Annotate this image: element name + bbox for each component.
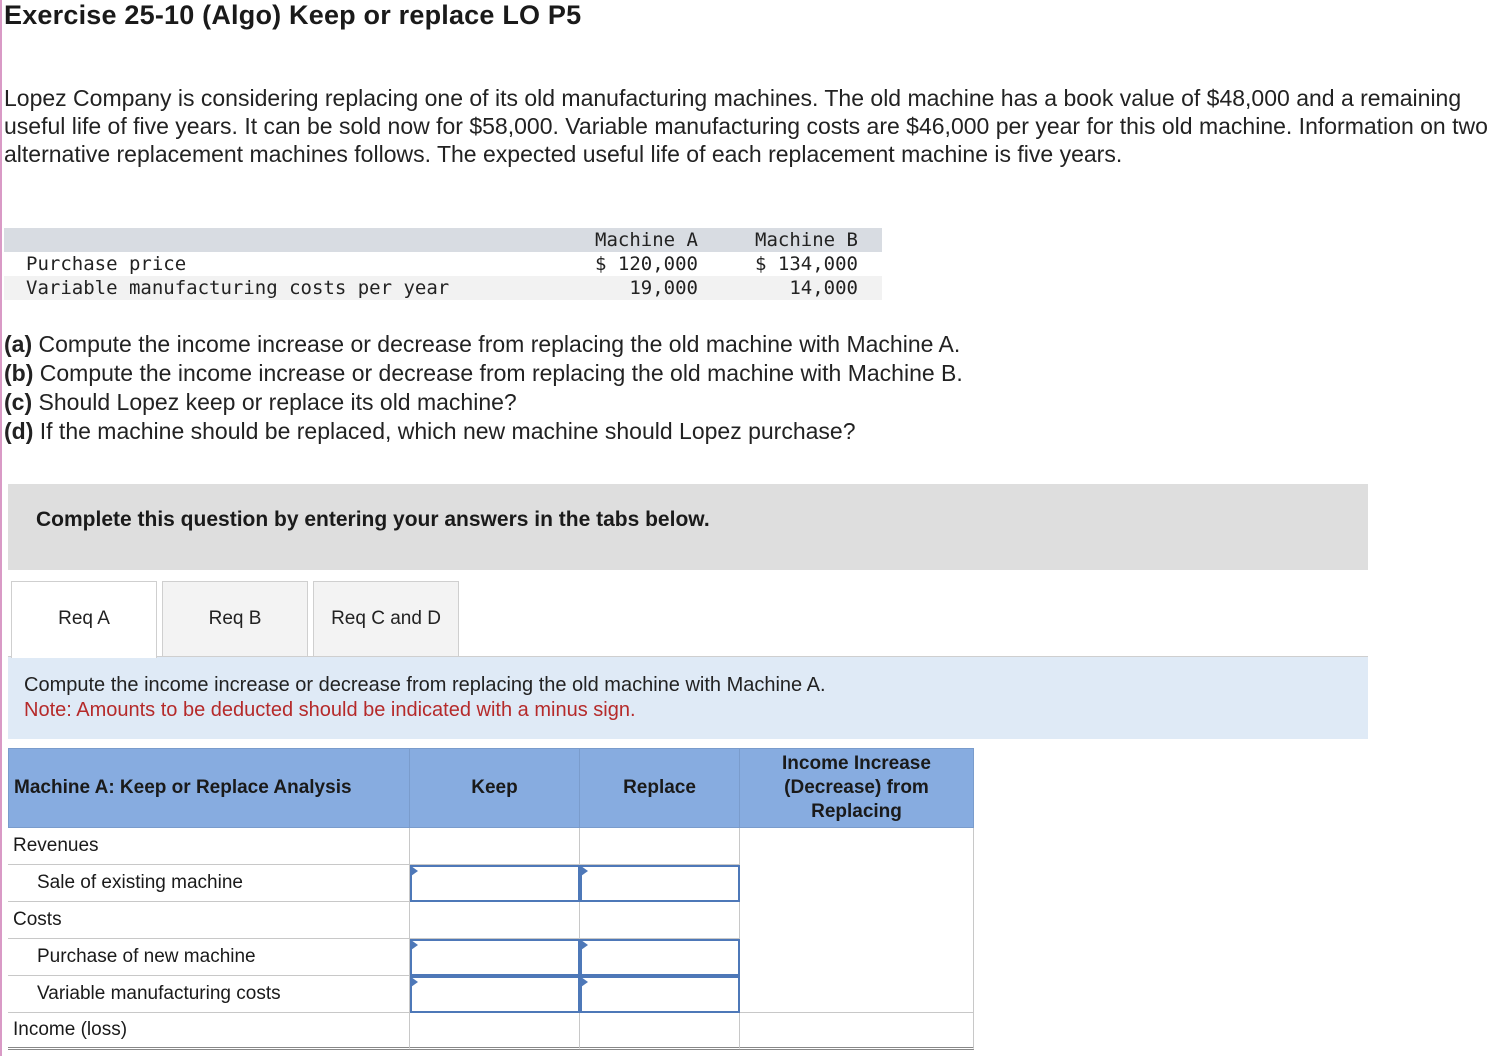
question-text: If the machine should be replaced, which new machine should Lopez purchase? [33, 418, 856, 444]
sale-replace-input-cell [580, 865, 740, 902]
tab-req-b[interactable]: Req B [162, 581, 308, 657]
variable-replace-input-cell [580, 976, 740, 1013]
machine-a-header: Machine A [595, 229, 698, 251]
instructions-banner [8, 484, 1368, 570]
question-c [4, 388, 963, 417]
variable-replace-input[interactable] [582, 978, 738, 1011]
revenues-replace-cell [580, 828, 740, 865]
income-increase-body-cell [740, 828, 974, 1013]
tab-req-a[interactable]: Req A [11, 581, 157, 658]
sale-keep-input-cell [410, 865, 580, 902]
question-tag: (d) [4, 418, 34, 444]
sale-keep-input[interactable] [412, 867, 578, 900]
row-purchase-of-new-machine: Purchase of new machine [8, 939, 410, 976]
banner-text: Complete this question by entering your answers in the tabs below. [36, 508, 710, 531]
question-tag: (a) [4, 331, 33, 357]
purchase-replace-input-cell [580, 939, 740, 976]
row-label: Variable manufacturing costs per year [26, 277, 450, 299]
question-b [4, 359, 963, 388]
req-a-instructions [8, 657, 1368, 739]
income-increase-total-cell [740, 1013, 974, 1050]
tab-req-c-and-d[interactable]: Req C and D [313, 581, 459, 657]
purchase-keep-input-cell [410, 939, 580, 976]
row-label: Purchase price [26, 253, 187, 275]
question-d [4, 417, 963, 446]
row-costs: Costs [8, 902, 410, 939]
income-increase-header: Income Increase (Decrease) from Replacing [739, 748, 974, 828]
question-text: Compute the income increase or decrease from replacing the old machine with Machine A. [32, 331, 961, 357]
income-keep-cell [410, 1013, 580, 1050]
question-a [4, 330, 963, 359]
costs-replace-cell [580, 902, 740, 939]
machine-b-value: $ 134,000 [755, 253, 858, 275]
sale-replace-input[interactable] [582, 867, 738, 900]
row-variable-manufacturing-costs: Variable manufacturing costs [8, 976, 410, 1013]
question-tag: (b) [4, 360, 34, 386]
variable-costs-row [4, 276, 882, 300]
variable-keep-input[interactable] [412, 978, 578, 1011]
page-title: Exercise 25-10 (Algo) Keep or replace LO P5 [4, 0, 582, 30]
machine-a-value: 19,000 [629, 277, 698, 299]
keep-header: Keep [409, 748, 580, 828]
minus-sign-note: Note: Amounts to be deducted should be indicated with a minus sign. [24, 699, 636, 721]
machine-table-header-row [4, 228, 882, 252]
purchase-replace-input[interactable] [582, 941, 738, 974]
question-text: Compute the income increase or decrease from replacing the old machine with Machine B. [33, 360, 963, 386]
row-sale-of-existing-machine: Sale of existing machine [8, 865, 410, 902]
problem-intro: Lopez Company is considering replacing one of its old manufacturing machines. The old machine has a book value of $48,000 and a remaining useful life of five years. It can be sold now for $58,000. Variable manufacturing costs are $46,000 per year for this old machine. Information on two alternative replacement machines follows. The expected useful life of each replacement machine is five years. [4, 85, 1488, 167]
costs-keep-cell [410, 902, 580, 939]
machine-b-value: 14,000 [789, 277, 858, 299]
machine-a-value: $ 120,000 [595, 253, 698, 275]
left-margin-rule [0, 0, 2, 1056]
purchase-price-row [4, 252, 882, 276]
question-text: Should Lopez keep or replace its old machine? [32, 389, 517, 415]
question-tag: (c) [4, 389, 33, 415]
income-replace-cell [580, 1013, 740, 1050]
purchase-keep-input[interactable] [412, 941, 578, 974]
instruction-text: Compute the income increase or decrease from replacing the old machine with Machine A. [24, 674, 826, 696]
question-list [4, 330, 963, 446]
revenues-keep-cell [410, 828, 580, 865]
analysis-title-header: Machine A: Keep or Replace Analysis [8, 748, 410, 828]
replace-header: Replace [579, 748, 740, 828]
variable-keep-input-cell [410, 976, 580, 1013]
row-revenues: Revenues [8, 828, 410, 865]
row-income-loss: Income (loss) [8, 1013, 410, 1050]
machine-b-header: Machine B [755, 229, 858, 251]
